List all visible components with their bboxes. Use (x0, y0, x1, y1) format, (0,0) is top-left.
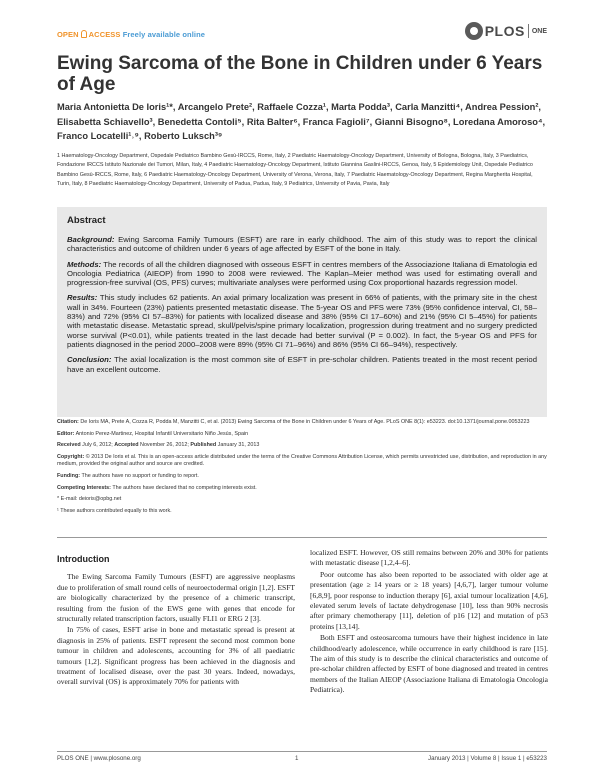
plos-one-logo (465, 22, 547, 40)
footer-issue: January 2013 | Volume 8 | Issue 1 | e53223 (427, 755, 547, 762)
citation-text: De Ioris MA, Prete A, Cozza R, Podda M, Manzitti C, et al. (2013) Ewing Sarcoma of the Bone in Children under 6 Years of Age. PLoS ONE 8(1): e53223. doi:10.1371/journal.pone.0053223 (78, 419, 530, 425)
copyright-text: © 2013 De Ioris et al. This is an open-access article distributed under the terms of the Creative Commons Attribution License, which permits unrestricted use, distribution, and reproduction in any medium, provided the original author and source are credited. (57, 453, 547, 468)
received-label: Received (57, 442, 81, 449)
article-metadata (57, 419, 547, 519)
abstract-heading: Abstract (67, 215, 106, 226)
article-title: Ewing Sarcoma of the Bone in Children under 6 Years of Age (57, 53, 543, 95)
body-column-right (310, 548, 548, 697)
background-label: Background: (67, 235, 115, 244)
background-text: Ewing Sarcoma Family Tumours (ESFT) are rare in early childhood. The aim of this study was to report the clinical characteristics and outcome of children under 6 years of age affected by ESFT of the bone in Italy. (67, 235, 537, 254)
results-text: This study includes 62 patients. An axial primary localization was present in 66% of patients, with the primary site in the chest wall in 34%. Fourteen (23%) patients presented metastatic disease. The 5-year OS and PFS were 73% (95% confidence interval, CI, 58–83%) and 72% (95% CI 57–83%) for patients with localized disease and 38% (95% CI 17–60%) and 21% (95% CI 5–45%) for patients with metastatic disease. Metastatic spread, skull/pelvis/spine primary localization, progression during treatment and no surgery predicted worse survival (P<0.01), while patients treated in the last decade had better survival (P = 0.002). In fact, the 5-year OS and PFS for patients diagnosed in the period 2000–2008 were 89% (95% CI 71–96%) and 86% (95% CI 66–94%), respectively. (67, 293, 537, 349)
funding-text: The authors have no support or funding to report. (80, 472, 199, 479)
received-date: July 6, 2012; (80, 442, 115, 449)
intro-paragraph-1: The Ewing Sarcoma Family Tumours (ESFT) are aggressive neoplasms due to proliferation of small round cells of neuroectodermal origin [1,2]. ESFT are biologically characterized by the presence of a chimeric transcript, resulting from the fusion of the EWS gene with genes that encode for structurally related transcription factors, usually FLI1 or ERG 2 [3]. (57, 572, 295, 624)
affiliations: 1 Haematology-Oncology Department, Ospedale Pediatrico Bambino Gesù-IRCCS, Rome, Italy, 2 Paediatric Haematology-Oncology Department, University of Bologna, Bologna, Italy, 3 Paediatrics, Fondazione IRCCS Istituto Nazionale dei Tumori, Milan, Italy, 4 Paediatric Haematology-Oncology Department, Istituto Giannina Gaslini-IRCCS, Genoa, Italy, 5 Epidemiology Unit, Ospedale Pediatrico Bambino Gesù-IRCCS, Rome, Italy, 6 Paediatric Haematology-Oncology Department, University of Verona, Verona, Italy, 7 Paediatric Haematology-Oncology Department, Regina Margherita Hospital, Turin, Italy, 8 Paediatric Haematology-Oncology Department, University of Padua, Padua, Italy, 9 Pediatrics, University of Pavia, Pavia, Italy (57, 153, 533, 188)
funding-label: Funding: (57, 472, 81, 479)
accepted-label: Accepted (114, 442, 139, 449)
abstract-methods (67, 260, 537, 288)
metadata-divider (57, 537, 547, 538)
abstract-results (67, 293, 537, 349)
published-date: January 31, 2013 (216, 442, 260, 449)
introduction-heading: Introduction (57, 554, 110, 564)
editor (57, 431, 547, 439)
email: * E-mail: deioris@opbg.net (57, 496, 122, 503)
logo-one: ONE (531, 27, 547, 35)
intro-paragraph-3: Poor outcome has also been reported to be associated with older age at presentation (age ≥ 14 years or ≥ 18 years) [4,6,7], larger tumour volume [6,8,9], poor response to induction therapy [6], axial tumour localization [4,6], elevated serum levels of lactate dehydrogenase [10], less than 90% necrosis after primary chemotherapy [11], deletion of p16 [12] and mutation of p53 proteins [13,14]. (310, 569, 548, 631)
equal-contribution: ¹ These authors contributed equally to this work. (57, 507, 172, 514)
editor-label: Editor: (57, 430, 75, 437)
copyright (57, 454, 547, 469)
open-lock-icon (81, 30, 87, 38)
journal-header (57, 22, 547, 46)
footer-journal: PLOS ONE | www.plosone.org (57, 755, 141, 762)
methods-text: The records of all the children diagnosed with osseous ESFT in centres members of the Associazione Italiana di Ematologia ed Oncologia Pediatrica (AIEOP) from 1990 to 2008 were reviewed. The Kaplan–Meier method was used for estimating overall and progression-free survival (OS, PFS) curves; multivariate analyses were performed using Cox proportional hazards regression model. (67, 259, 537, 288)
funding (57, 473, 547, 481)
results-label: Results: (67, 293, 98, 303)
competing-interests (57, 485, 547, 493)
abstract-box (57, 207, 547, 417)
copyright-label: Copyright: (57, 453, 85, 460)
intro-paragraph-2: In 75% of cases, ESFT arise in bone and metastatic spread is present at diagnosis in 25% of patients. ESFT represent the second most common bone tumour in children and adolescents, accounting for 3% of all paediatric tumours [1,2]. Significant progress has been achieved in the diagnosis and treatment of localised disease, over the past 30 years. Indeed, nowadays, overall survival (OS) is approximately 70% for patients with (57, 625, 295, 687)
freely-available-label: Freely available online (122, 30, 206, 39)
logo-divider (528, 24, 529, 38)
access-label: ACCESS (88, 30, 121, 39)
logo-name: PLOS (484, 23, 525, 39)
footer-divider (57, 751, 547, 752)
citation-label: Citation: (57, 419, 79, 425)
dates (57, 442, 547, 450)
abstract-background (67, 235, 537, 254)
accepted-date: November 26, 2012; (138, 442, 191, 449)
abstract-conclusion (67, 355, 537, 374)
citation (57, 419, 547, 427)
open-access-banner (57, 30, 205, 39)
conclusion-label: Conclusion: (67, 355, 112, 365)
intro-paragraph-4: Both ESFT and osteosarcoma tumours have their highest incidence in late childhood/early adolescence, while occurrence in early childhood is rare [15]. The aim of this study is to describe the clinical characteristics and outcome of pre-scholar children affected by ESFT of bone diagnosed and treated in centres members of the Italian AIEOP (Associazione Italiana di Ematologia Oncologia Pediatrica). (310, 633, 548, 695)
page-number: 1 (295, 755, 299, 762)
open-label: OPEN (57, 30, 79, 39)
author-list: Maria Antonietta De Ioris¹*, Arcangelo Prete², Raffaele Cozza¹, Marta Podda³, Carla Manzitti⁴, Andrea Pession², Elisabetta Schiavello³, Benedetta Contoli⁵, Rita Balter⁶, Franca Fagioli⁷, Gianni Bisogno⁸, Loredana Amoroso⁴, Franco Locatelli¹˒⁹, Roberto Luksch³⁹ (57, 102, 546, 141)
intro-paragraph-2-cont: localized ESFT. However, OS still remains between 20% and 30% for patients with metastatic disease [1,2,4–6]. (310, 548, 548, 568)
body-column-left (57, 548, 295, 689)
published-label: Published (190, 442, 217, 449)
editor-text: Antonio Perez-Martinez, Hospital Infantil Universitario Niño Jesús, Spain (74, 430, 249, 437)
conclusion-text: The axial localization is the most common site of ESFT in pre-scholar children. Patients treated in the most recent period have an excellent outcome. (67, 355, 537, 374)
competing-label: Competing Interests: (57, 484, 111, 491)
plos-logo-icon (465, 22, 483, 40)
competing-text: The authors have declared that no competing interests exist. (110, 484, 257, 491)
methods-label: Methods: (67, 259, 102, 269)
